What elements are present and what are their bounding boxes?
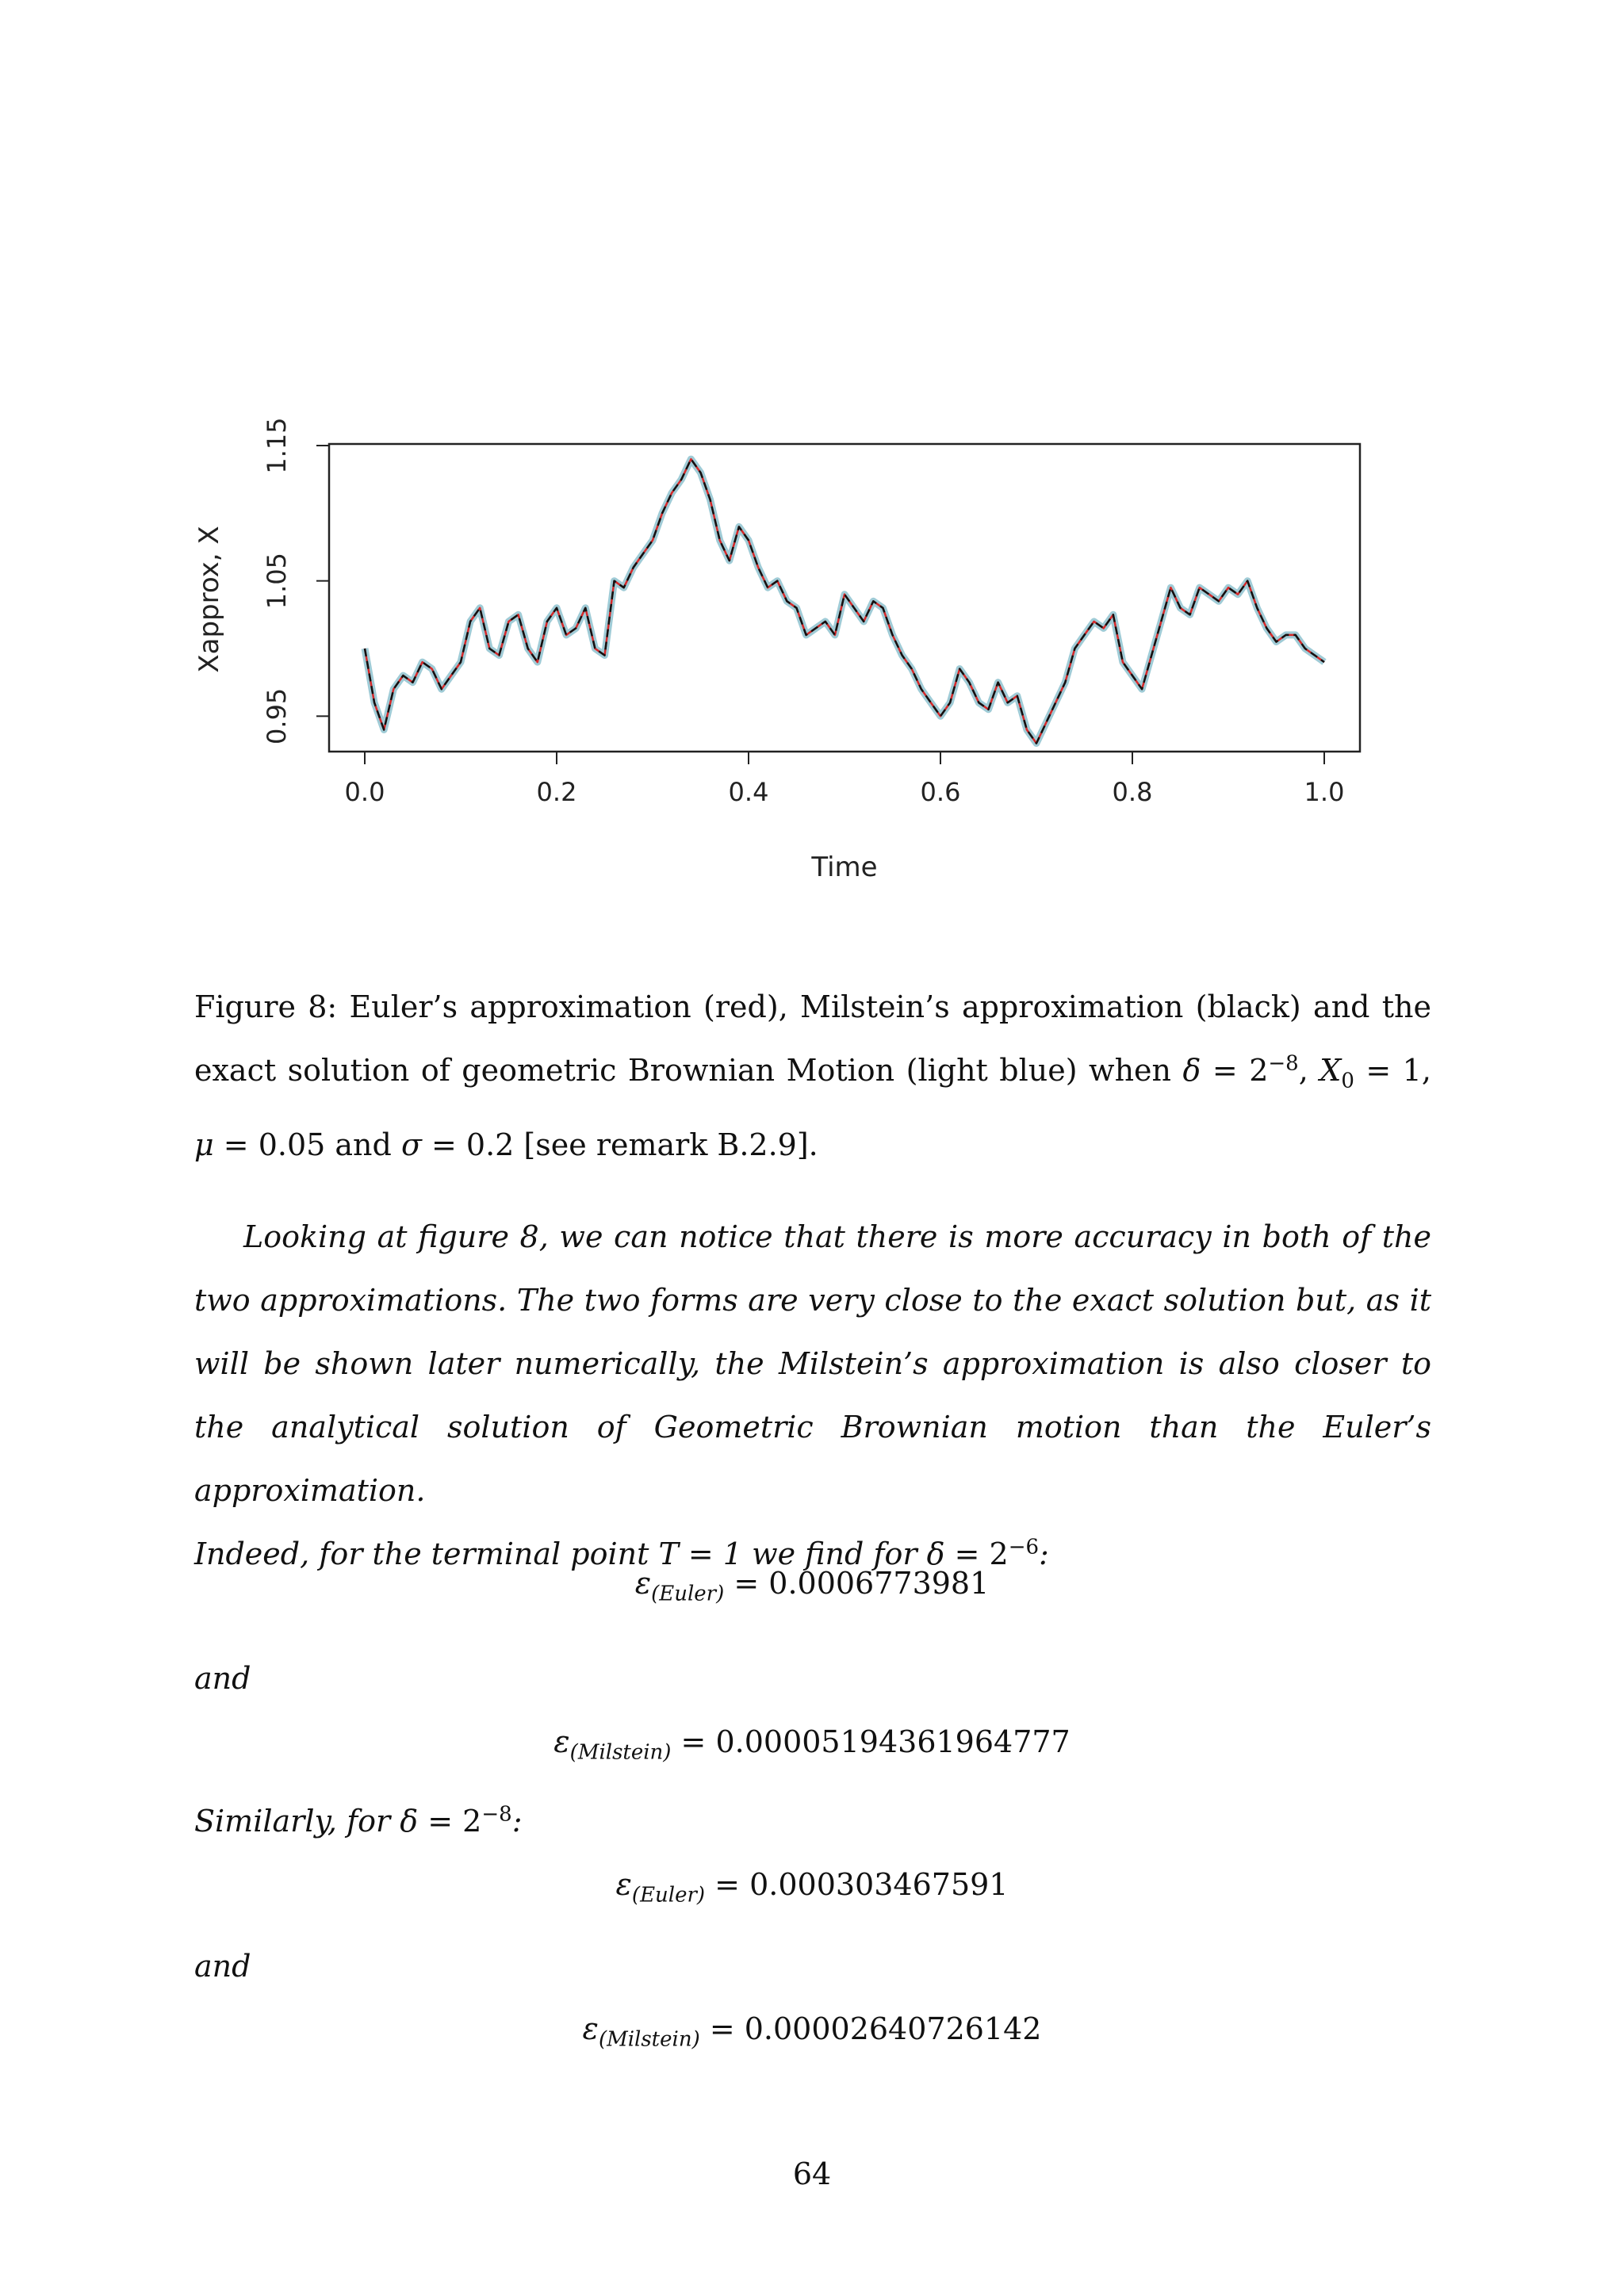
- x-tick-label-0: 0.0: [344, 777, 385, 807]
- equation-milstein-1: [0, 1724, 1624, 1765]
- similarly-eq: = 2: [427, 1804, 482, 1839]
- equation-euler-1: [0, 1566, 1624, 1606]
- equation-value: = 0.00005194361964777: [680, 1724, 1071, 1759]
- caption-prefix: Figure 8:: [194, 989, 338, 1024]
- page-number: 64: [792, 2156, 832, 2191]
- euler-subscript: (Euler): [631, 1883, 706, 1908]
- p2-exp: −6: [1008, 1535, 1040, 1559]
- paragraph-1: Looking at figure 8, we can notice that there is more accuracy in both of the two approximations. The two forms are very close to the exact solution but, as it will be shown later numerically, the Milstein’s approximation is also closer to the analytical solution of Geometric Brownian motion than the Euler’s approximation.: [194, 1219, 1431, 1508]
- x-tick-label-1: 0.2: [536, 777, 577, 807]
- similarly-end: :: [511, 1804, 523, 1839]
- caption-eq2: = 1,: [1365, 1053, 1431, 1088]
- x-tick-label-3: 0.6: [920, 777, 961, 807]
- caption-x0-sub: 0: [1341, 1069, 1354, 1093]
- p2-mid: = 1 we find for: [688, 1536, 917, 1571]
- caption-eq3: = 0.05 and: [223, 1127, 392, 1162]
- epsilon-symbol: ε: [615, 1867, 632, 1902]
- and-label-1: and: [194, 1661, 251, 1696]
- exact-solution-line: [365, 459, 1324, 743]
- epsilon-symbol: ε: [553, 1724, 570, 1759]
- p2-T: T: [658, 1536, 679, 1571]
- y-tick-label-2: 1.15: [262, 417, 292, 474]
- caption-delta: δ: [1182, 1053, 1201, 1088]
- caption-x0: X: [1320, 1053, 1342, 1088]
- gbm-chart: [182, 412, 1388, 904]
- caption-exp1: −8: [1268, 1051, 1299, 1076]
- p2-end: :: [1039, 1536, 1049, 1571]
- x-tick-label-5: 1.0: [1304, 777, 1345, 807]
- figure-caption: Figure 8: Euler’s approximation (red), Milstein’s approximation (black) and the exact solution of geometric Brownian Motion (light blue) when $\delta = 2^{-8}$, $X_0 = 1$, μ = 0.05 and σ = 0.2 [see remark B.2.9].: [194, 989, 1431, 1162]
- y-tick-label-1: 1.05: [262, 553, 292, 610]
- similarly-label: [194, 1804, 523, 1839]
- equation-value: = 0.0006773981: [733, 1566, 990, 1601]
- epsilon-symbol: ε: [634, 1566, 652, 1601]
- chart-svg: [182, 412, 1388, 904]
- caption-sigma: σ: [400, 1127, 422, 1162]
- equation-value: = 0.00002640726142: [709, 2011, 1042, 2046]
- equation-milstein-2: [0, 2011, 1624, 2052]
- equation-euler-2: [0, 1867, 1624, 1908]
- similarly-exp: −8: [481, 1802, 512, 1827]
- x-tick-label-4: 0.8: [1112, 777, 1153, 807]
- similarly-delta: δ: [400, 1804, 419, 1839]
- caption-eq4: = 0.2 [see remark B.2.9].: [431, 1127, 818, 1162]
- epsilon-symbol: ε: [582, 2011, 599, 2046]
- x-axis-label: Time: [811, 851, 878, 883]
- x-tick-label-2: 0.4: [728, 777, 769, 807]
- p2-delta: δ: [926, 1536, 945, 1571]
- euler-subscript: (Euler): [651, 1582, 725, 1606]
- p2-eq: = 2: [954, 1536, 1009, 1571]
- y-tick-label-0: 0.95: [262, 687, 292, 744]
- caption-text: Euler’s approximation (red), Milstein’s approximation (black) and the exact solution of geometric Brownian Motion (light blue) when: [194, 989, 1431, 1088]
- p2-start: Indeed, for the terminal point: [194, 1536, 649, 1571]
- milstein-subscript: (Milstein): [569, 1740, 672, 1765]
- similarly-start: Similarly, for: [194, 1804, 391, 1839]
- milstein-subscript: (Milstein): [598, 2027, 700, 2052]
- caption-mu: μ: [194, 1127, 214, 1162]
- and-label-2: and: [194, 1949, 251, 1984]
- y-axis-label: Xapprox, X: [193, 526, 225, 673]
- equation-value: = 0.000303467591: [714, 1867, 1009, 1902]
- caption-eq1: = 2: [1212, 1053, 1269, 1088]
- body-paragraph: [194, 1205, 1431, 1586]
